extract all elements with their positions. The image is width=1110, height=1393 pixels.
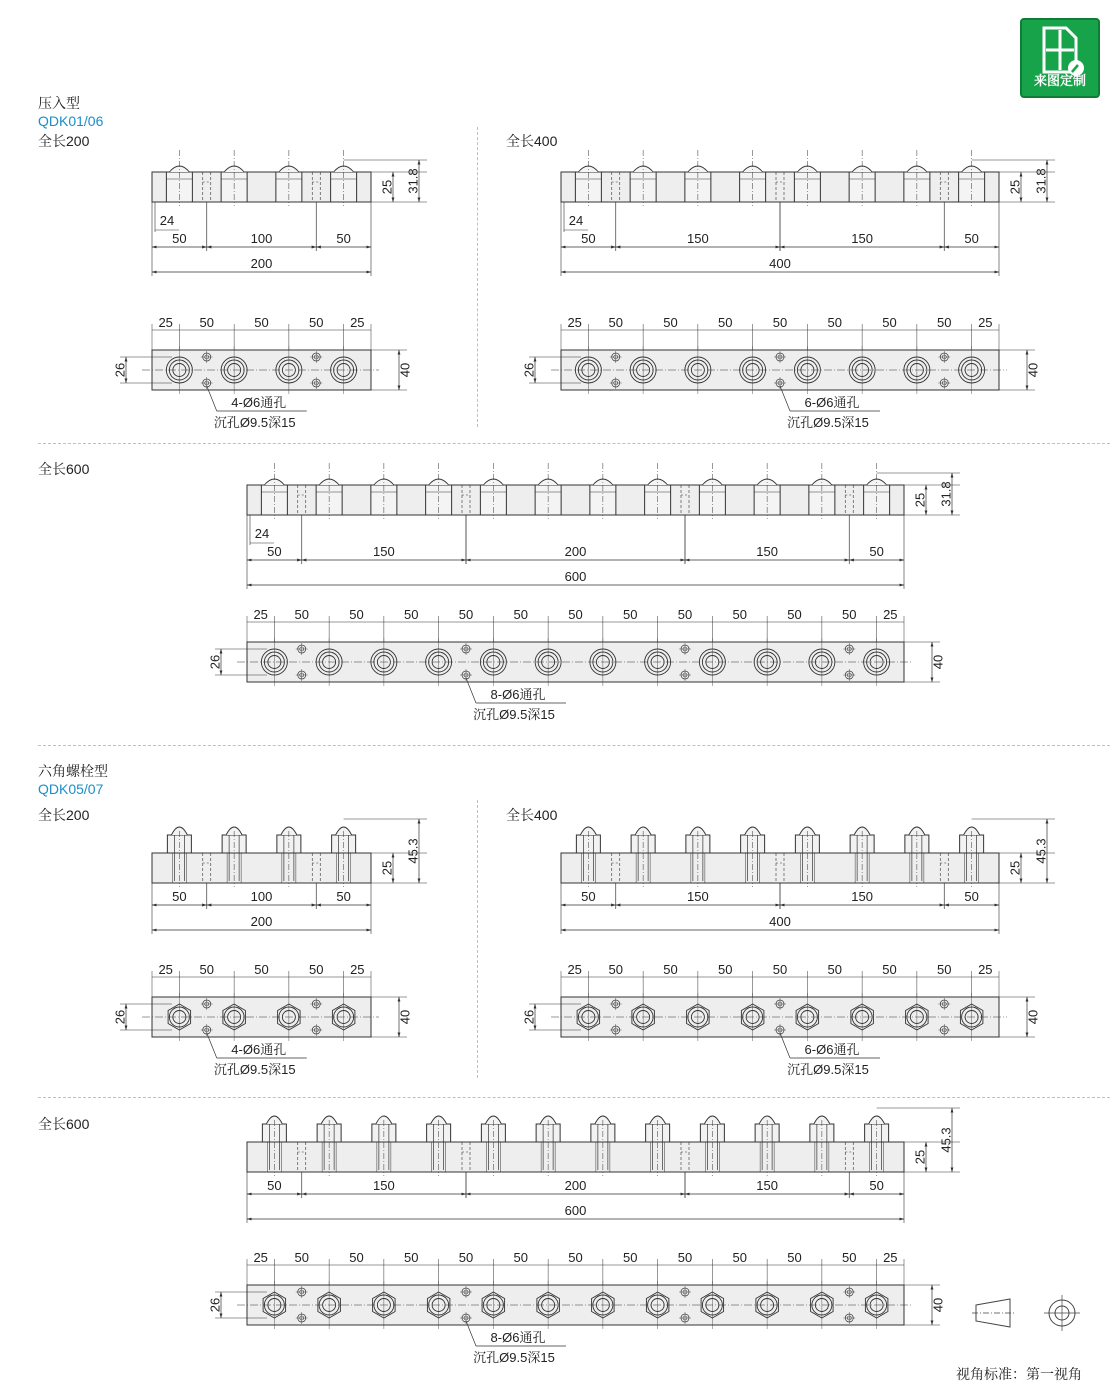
dimension-label: 50 bbox=[787, 607, 802, 622]
dimension-label: 25 bbox=[379, 860, 395, 876]
dimension-label: 200 bbox=[250, 914, 273, 929]
dimension-label: 200 bbox=[564, 544, 587, 559]
dimension-label: 31.8 bbox=[405, 168, 421, 194]
dimension-label: 26 bbox=[207, 1297, 223, 1313]
label-len600-b: 全长600 bbox=[38, 1116, 90, 1132]
dimension-label: 25 bbox=[253, 1250, 268, 1265]
dimension-label: 600 bbox=[564, 1203, 587, 1218]
dimension-label: 25 bbox=[567, 315, 582, 330]
dimension-label: 150 bbox=[851, 231, 873, 246]
dimension-label: 50 bbox=[732, 1250, 747, 1265]
dimension-label: 25 bbox=[1007, 179, 1023, 195]
counterbore-spec-label: 沉孔Ø9.5深15 bbox=[787, 415, 869, 430]
dimension-label: 26 bbox=[112, 1009, 128, 1025]
dimension-label: 50 bbox=[336, 889, 351, 904]
dimension-label: 150 bbox=[373, 1178, 395, 1193]
dimension-label: 50 bbox=[608, 315, 623, 330]
bar-body-side bbox=[561, 853, 999, 883]
dimension-label: 50 bbox=[267, 1178, 282, 1193]
hole-spec-label: 4-Ø6通孔 bbox=[231, 1042, 287, 1057]
dimension-label: 50 bbox=[772, 315, 788, 330]
dimension-label: 50 bbox=[842, 607, 857, 622]
dimension-label: 50 bbox=[267, 544, 282, 559]
dimension-label: 25 bbox=[158, 315, 173, 330]
hole-spec-label: 8-Ø6通孔 bbox=[490, 687, 546, 702]
dimension-label: 25 bbox=[978, 315, 993, 330]
dimension-label: 40 bbox=[1025, 362, 1041, 378]
dimension-label: 50 bbox=[199, 315, 214, 330]
dimension-label: 150 bbox=[756, 1178, 778, 1193]
dimension-label: 50 bbox=[294, 1250, 309, 1265]
dimension-label: 50 bbox=[513, 607, 528, 622]
dimension-label: 150 bbox=[373, 544, 395, 559]
dimension-label: 50 bbox=[827, 962, 842, 977]
dimension-label: 50 bbox=[568, 1250, 583, 1265]
dimension-label: 150 bbox=[756, 544, 778, 559]
dimension-label: 50 bbox=[623, 1250, 638, 1265]
counterbore-spec-label: 沉孔Ø9.5深15 bbox=[787, 1062, 869, 1077]
bar-body-side bbox=[152, 853, 371, 883]
hole-spec-label: 8-Ø6通孔 bbox=[490, 1330, 546, 1345]
label-len400-a: 全长400 bbox=[506, 133, 558, 149]
dimension-label: 50 bbox=[513, 1250, 528, 1265]
section-code-hex-bolt: QDK05/07 bbox=[38, 781, 104, 797]
dimension-label: 31.8 bbox=[1033, 168, 1049, 194]
dimension-label: 25 bbox=[350, 962, 365, 977]
bar-body-side bbox=[561, 172, 999, 202]
dimension-label: 50 bbox=[869, 544, 884, 559]
counterbore-spec-label: 沉孔Ø9.5深15 bbox=[213, 415, 296, 430]
hole-spec-label: 6-Ø6通孔 bbox=[804, 395, 860, 410]
dimension-label: 50 bbox=[677, 1250, 693, 1265]
dimension-label: 50 bbox=[404, 1250, 419, 1265]
dimension-label: 50 bbox=[199, 962, 214, 977]
dimension-label: 31.8 bbox=[938, 481, 954, 507]
dimension-label: 26 bbox=[207, 654, 223, 670]
dimension-label: 50 bbox=[608, 962, 623, 977]
dimension-label: 50 bbox=[718, 315, 733, 330]
dimension-label: 50 bbox=[882, 315, 897, 330]
dimension-label: 26 bbox=[521, 1009, 537, 1025]
section-title-hex-bolt: 六角螺栓型 bbox=[38, 763, 108, 779]
dimension-label: 50 bbox=[349, 607, 364, 622]
dimension-label: 50 bbox=[882, 962, 897, 977]
dimension-label: 50 bbox=[787, 1250, 802, 1265]
dimension-label: 50 bbox=[718, 962, 733, 977]
dimension-label: 25 bbox=[912, 1149, 928, 1165]
label-len600-a: 全长600 bbox=[38, 461, 90, 477]
counterbore-spec-label: 沉孔Ø9.5深15 bbox=[473, 1350, 555, 1365]
dimension-label: 24 bbox=[159, 213, 175, 228]
bar-body-side bbox=[247, 485, 904, 515]
dimension-label: 40 bbox=[397, 362, 413, 378]
dimension-label: 400 bbox=[769, 914, 791, 929]
label-len200-b: 全长200 bbox=[38, 807, 90, 823]
section-code-press-fit: QDK01/06 bbox=[38, 113, 104, 129]
dimension-label: 25 bbox=[379, 179, 395, 195]
dimension-label: 50 bbox=[172, 231, 187, 246]
dimension-label: 50 bbox=[842, 1250, 857, 1265]
dimension-label: 25 bbox=[253, 607, 268, 622]
dimension-label: 50 bbox=[172, 889, 187, 904]
dimension-label: 25 bbox=[883, 1250, 898, 1265]
dimension-label: 40 bbox=[930, 654, 946, 670]
dimension-label: 26 bbox=[112, 362, 128, 378]
label-len200-a: 全长200 bbox=[38, 133, 90, 149]
dimension-label: 25 bbox=[158, 962, 173, 977]
dimension-label: 600 bbox=[564, 569, 587, 584]
dimension-label: 25 bbox=[883, 607, 898, 622]
counterbore-spec-label: 沉孔Ø9.5深15 bbox=[213, 1062, 296, 1077]
dimension-label: 50 bbox=[568, 607, 583, 622]
dimension-label: 40 bbox=[1025, 1009, 1041, 1025]
dimension-label: 50 bbox=[964, 231, 979, 246]
dimension-label: 50 bbox=[309, 315, 324, 330]
dimension-label: 50 bbox=[581, 231, 596, 246]
dimension-label: 45.3 bbox=[405, 838, 421, 864]
badge-label: 来图定制 bbox=[1033, 73, 1086, 88]
dimension-label: 45.3 bbox=[1033, 838, 1049, 864]
dimension-label: 50 bbox=[663, 315, 678, 330]
hole-spec-label: 6-Ø6通孔 bbox=[804, 1042, 860, 1057]
dimension-label: 100 bbox=[250, 231, 273, 246]
dimension-label: 50 bbox=[732, 607, 747, 622]
dimension-label: 25 bbox=[567, 962, 582, 977]
dimension-label: 50 bbox=[581, 889, 596, 904]
dimension-label: 50 bbox=[827, 315, 842, 330]
dimension-label: 25 bbox=[912, 492, 928, 508]
dimension-label: 26 bbox=[521, 362, 537, 378]
dimension-label: 50 bbox=[964, 889, 979, 904]
dimension-label: 150 bbox=[851, 889, 873, 904]
dimension-label: 50 bbox=[677, 607, 693, 622]
dimension-label: 40 bbox=[397, 1009, 413, 1025]
dimension-label: 400 bbox=[769, 256, 791, 271]
dimension-label: 25 bbox=[350, 315, 365, 330]
dimension-label: 200 bbox=[250, 256, 273, 271]
dimension-label: 25 bbox=[1007, 860, 1023, 876]
first-angle-projection-icon bbox=[970, 1295, 1090, 1335]
dimension-label: 50 bbox=[349, 1250, 364, 1265]
dimension-label: 45.3 bbox=[938, 1127, 954, 1153]
dimension-label: 150 bbox=[687, 889, 709, 904]
dimension-label: 100 bbox=[250, 889, 273, 904]
dimension-label: 50 bbox=[254, 315, 269, 330]
view-standard-label: 视角标准：第一视角 bbox=[956, 1366, 1082, 1382]
label-len400-b: 全长400 bbox=[506, 807, 558, 823]
dimension-label: 50 bbox=[336, 231, 351, 246]
dimension-label: 50 bbox=[309, 962, 324, 977]
dimension-label: 50 bbox=[254, 962, 269, 977]
counterbore-spec-label: 沉孔Ø9.5深15 bbox=[473, 707, 555, 722]
dimension-label: 50 bbox=[623, 607, 638, 622]
dimension-label: 50 bbox=[937, 962, 952, 977]
bar-body-side bbox=[247, 1142, 904, 1172]
dimension-label: 50 bbox=[937, 315, 952, 330]
dimension-label: 50 bbox=[869, 1178, 884, 1193]
dimension-label: 50 bbox=[458, 607, 474, 622]
hole-spec-label: 4-Ø6通孔 bbox=[231, 395, 287, 410]
dimension-label: 50 bbox=[772, 962, 788, 977]
dimension-label: 50 bbox=[663, 962, 678, 977]
dimension-label: 200 bbox=[564, 1178, 587, 1193]
section-title-press-fit: 压入型 bbox=[38, 95, 80, 111]
dimension-label: 50 bbox=[458, 1250, 474, 1265]
dimension-label: 50 bbox=[294, 607, 309, 622]
dimension-label: 24 bbox=[254, 526, 270, 541]
dimension-label: 150 bbox=[687, 231, 709, 246]
dimension-label: 40 bbox=[930, 1297, 946, 1313]
dimension-label: 50 bbox=[404, 607, 419, 622]
dimension-label: 24 bbox=[568, 213, 584, 228]
dimension-label: 25 bbox=[978, 962, 993, 977]
